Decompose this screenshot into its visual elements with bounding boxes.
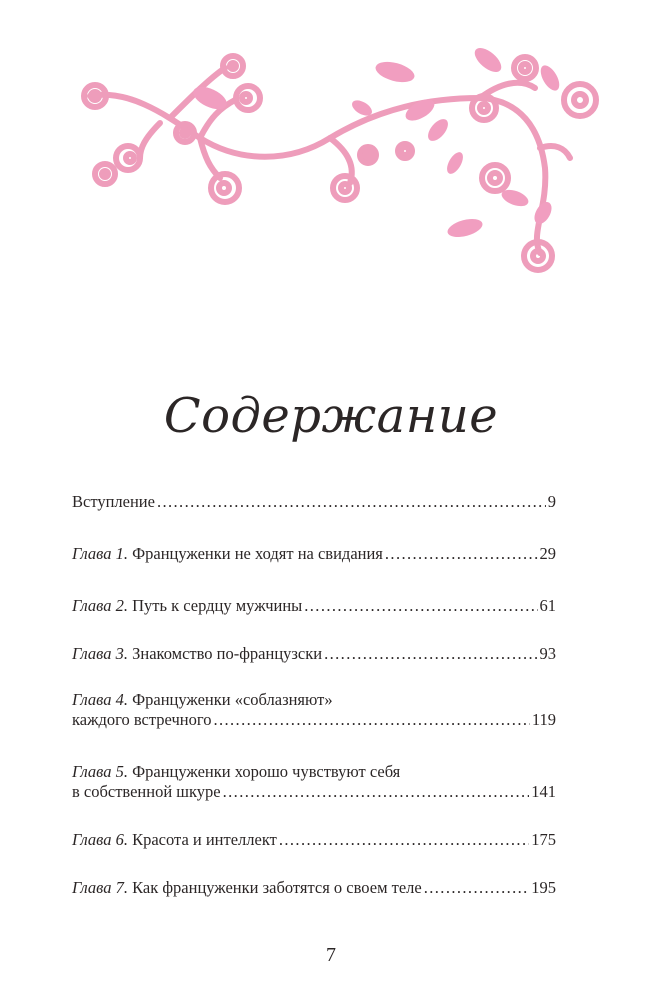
dot-leader (424, 878, 530, 898)
toc-entry (72, 544, 556, 564)
toc-entry (72, 762, 556, 802)
toc-chapter: Глава 3. (72, 644, 128, 663)
dot-leader (223, 782, 530, 802)
toc-chapter: Глава 5. (72, 762, 128, 781)
toc-page: 9 (547, 492, 556, 511)
page-title: Содержание (163, 388, 499, 444)
toc-entry (72, 644, 556, 664)
toc-entry (72, 690, 556, 730)
toc-title-continued: в собственной шкуре (72, 782, 221, 801)
toc-entry (72, 596, 556, 616)
toc-page: 175 (531, 830, 556, 849)
toc-chapter: Глава 1. (72, 544, 128, 563)
toc-entry (72, 878, 556, 898)
toc-title: Знакомство по-французски (132, 644, 323, 663)
dot-leader (385, 544, 538, 564)
dot-leader (324, 644, 537, 664)
toc-title: Путь к сердцу мужчины (132, 596, 303, 615)
page-number: 7 (326, 944, 336, 966)
toc-title: Француженки хорошо чувствуют себя (132, 762, 401, 781)
toc-title: Как француженки заботятся о своем теле (132, 878, 422, 897)
toc-page: 119 (531, 710, 556, 729)
toc-title: Француженки не ходят на свидания (132, 544, 383, 563)
toc-chapter: Глава 4. (72, 690, 128, 709)
toc-chapter: Глава 2. (72, 596, 128, 615)
toc-title: Красота и интеллект (132, 830, 277, 849)
toc-page: 29 (539, 544, 556, 563)
dot-leader (279, 830, 529, 850)
dot-leader (213, 710, 529, 730)
toc-page: 141 (531, 782, 556, 801)
toc-entry (72, 830, 556, 850)
toc-chapter: Глава 7. (72, 878, 128, 897)
toc-title: Вступление (72, 492, 155, 511)
dot-leader (157, 492, 546, 512)
dot-leader (304, 596, 537, 616)
toc-entry (72, 492, 556, 512)
toc-page: 61 (539, 596, 556, 615)
toc-chapter: Глава 6. (72, 830, 128, 849)
toc-page: 93 (539, 644, 556, 663)
toc-title: Француженки «соблазняют» (132, 690, 333, 709)
toc-title-continued: каждого встречного (72, 710, 212, 729)
floral-ornament (60, 38, 600, 278)
toc-page: 195 (531, 878, 556, 897)
